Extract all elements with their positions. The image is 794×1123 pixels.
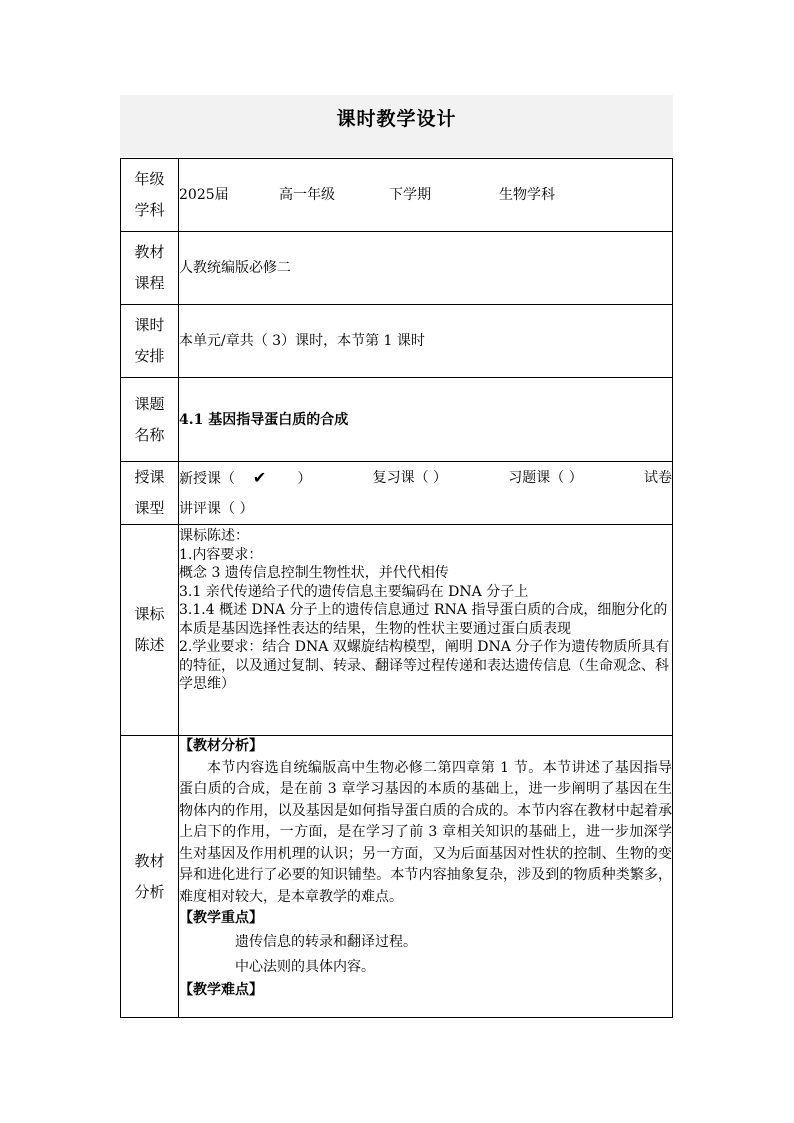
check-icon: ✔	[252, 467, 267, 487]
textbook-value: 人教统编版必修二	[179, 232, 673, 305]
analysis-text	[179, 736, 672, 1001]
row-label-schedule	[121, 305, 179, 378]
label-line: 授课	[134, 468, 165, 486]
subject-value: 生物学科	[499, 187, 555, 203]
row-label-textbook	[121, 232, 179, 305]
table-row-standards	[121, 525, 673, 736]
grade-line	[179, 184, 672, 206]
standards-line: 概念 3 遗传信息控制生物性状，并代代相传	[179, 565, 449, 581]
row-label-topic	[121, 378, 179, 462]
table-row-analysis	[121, 736, 673, 1018]
exercise-option: 习题课（ ）	[508, 469, 583, 486]
key-point: 遗传信息的转录和翻译过程。	[235, 933, 417, 950]
label-line: 课程	[134, 274, 165, 292]
schedule-value: 本单元/章共（ 3）课时，本节第 1 课时	[179, 305, 673, 378]
standards-line: 2.学业要求：结合 DNA 双螺旋结构模型，阐明 DNA 分子作为遗传物质所具有的特征，以及通过复制、转录、翻译等过程传递和表达遗传信息（生命观念、科学思维）	[179, 639, 670, 692]
analysis-cell	[179, 736, 673, 1018]
table-row-schedule	[121, 305, 673, 378]
key-point: 中心法则的具体内容。	[235, 958, 375, 975]
section-heading: 【教材分析】	[179, 738, 263, 754]
row-label-analysis	[121, 736, 179, 1018]
page-title: 课时教学设计	[336, 108, 457, 130]
label-line: 学科	[134, 201, 165, 219]
row-label-lesson-type	[121, 462, 179, 525]
table-row-grade-subject	[121, 159, 673, 232]
label-line: 陈述	[134, 636, 165, 654]
exam-review-option: 讲评课（ ）	[179, 500, 254, 517]
section-heading: 【教学难点】	[179, 981, 263, 998]
label-line: 课时	[134, 316, 165, 334]
table-row-textbook	[121, 232, 673, 305]
label-line: 教材	[134, 851, 165, 870]
table-row-lesson-type	[121, 462, 673, 525]
new-lesson-option: 新授课（ ✔ ）	[179, 467, 312, 487]
label-line: 课标	[134, 605, 165, 623]
topic-value: 4.1 基因指导蛋白质的合成	[179, 378, 673, 462]
standards-line: 3.1.4 概述 DNA 分子上的遗传信息通过 RNA 指导蛋白质的合成，细胞分化的本质是基因选择性表达的结果，生物的性状主要通过蛋白质表现	[179, 602, 668, 637]
grade-value: 高一年级	[279, 187, 335, 203]
section-heading: 【教学重点】	[179, 910, 263, 926]
label-line: 安排	[134, 347, 165, 365]
lesson-type-cell	[179, 462, 673, 525]
standards-cell	[179, 525, 673, 736]
standards-text	[179, 525, 672, 694]
label-line: 课题	[134, 394, 165, 413]
standards-line: 课标陈述：	[179, 528, 249, 544]
label-line: 名称	[134, 425, 165, 444]
label-line: 年级	[134, 170, 165, 188]
row-label-grade-subject	[121, 159, 179, 232]
exam-option-prefix: 试卷	[643, 469, 672, 486]
label-line: 教材	[134, 243, 165, 261]
year-value: 2025届	[179, 187, 229, 203]
analysis-paragraph: 本节内容选自统编版高中生物必修二第四章第 1 节。本节讲述了基因指导蛋白质的合成，是在前 3 章学习基因的本质的基础上，进一步阐明了基因在生物体内的作用，以及基因是如何指导蛋白质的合成的。本节内容在教材中起着承上启下的作用，一方面，是在学习了前 3 章相关知识的基础上，进一步加深学生对基因及作用机理的认识；另一方面，又为后面基因对性状的控制、生物的变异和进化进行了必要的知识铺垫。本节内容抽象复杂，涉及到的物质种类繁多，难度相对较大，是本章教学的难点。	[179, 759, 672, 905]
term-value: 下学期	[389, 187, 431, 203]
standards-line: 3.1 亲代传递给子代的遗传信息主要编码在 DNA 分子上	[179, 583, 529, 600]
table-row-topic	[121, 378, 673, 462]
review-option: 复习课（ ）	[372, 469, 448, 486]
lesson-type-options	[179, 463, 672, 494]
lesson-design-table	[120, 158, 673, 1018]
label-line: 分析	[134, 882, 165, 901]
row-label-standards	[121, 525, 179, 736]
grade-subject-cell	[179, 159, 673, 232]
standards-line: 1.内容要求：	[179, 546, 263, 563]
label-line: 课型	[134, 499, 165, 517]
